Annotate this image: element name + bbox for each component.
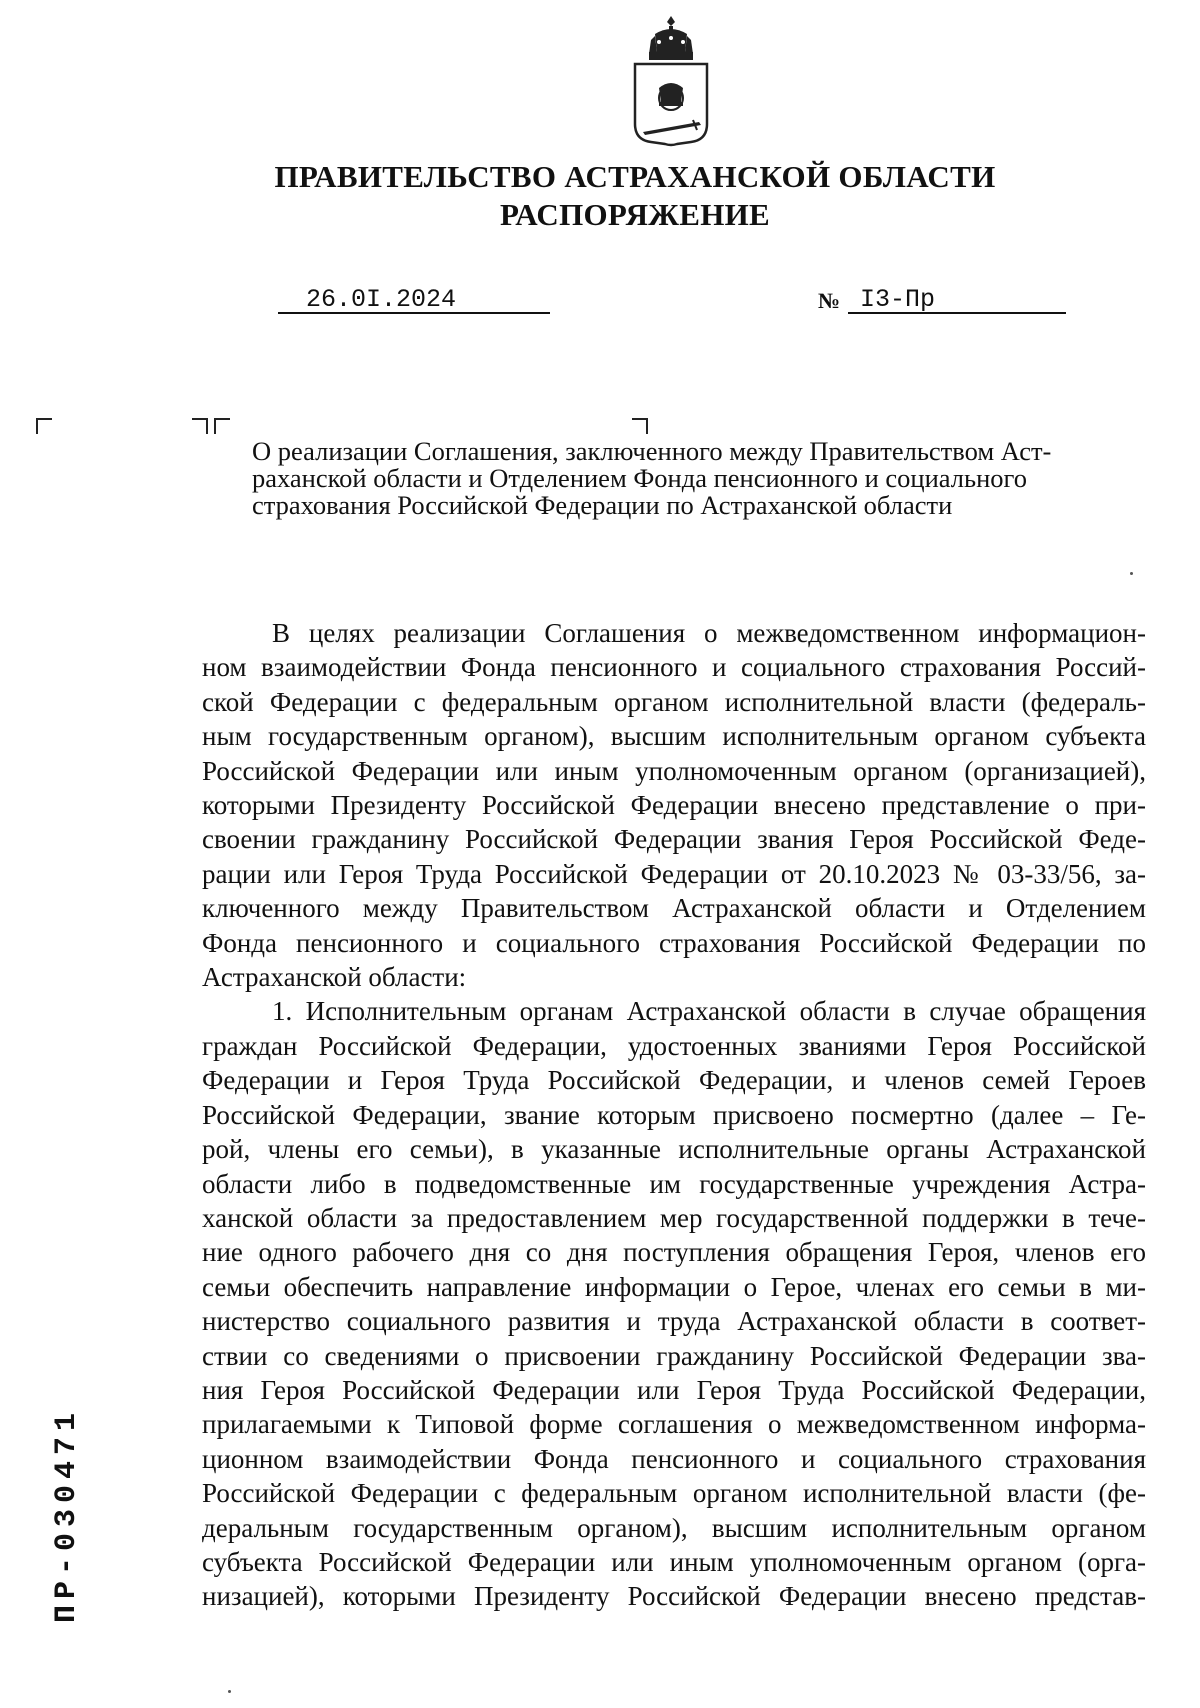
scan-speck [228,1690,231,1693]
subject-line: раханской области и Отделением Фонда пенсионного и социального [252,463,1027,493]
body-line: деральным государственным органом), высшим исполнительным органом [202,1512,1146,1543]
body-line: семьи обеспечить направление информации о Герое, членах его семьи в ми- [202,1271,1146,1302]
body-line: своении гражданину Российской Федерации звания Героя Российской Феде- [202,824,1146,855]
body-line: ской Федерации с федеральным органом исполнительной власти (федераль- [202,686,1146,717]
body-line: рации или Героя Труда Российской Федерации от 20.10.2023 № 03-33/56, за- [202,858,1146,889]
body-line: Фонда пенсионного и социального страхования Российской Федерации по [202,927,1146,958]
document-subject [252,438,1142,519]
body-line: ние одного рабочего дня со дня поступления обращения Героя, членов его [202,1237,1146,1268]
body-line: ханской области за предоставлением мер государственной поддержки в тече- [202,1202,1146,1233]
body-line: прилагаемыми к Типовой форме соглашения о межведомственном информа- [202,1409,1146,1440]
body-line: Российской Федерации или иным уполномоченным органом (организацией), [202,755,1146,786]
body-line: 1. Исполнительным органам Астраханской области в случае обращения [272,996,1146,1027]
body-line: которыми Президенту Российской Федерации внесено представление о при- [202,790,1146,821]
subject-line: страхования Российской Федерации по Астраханской области [252,490,953,520]
document-body [202,616,1146,1614]
body-line: ключенного между Правительством Астраханской области и Отделением [202,893,1146,924]
body-line: ном взаимодействии Фонда пенсионного и социального страхования Россий- [202,652,1146,683]
subject-corner-mark [214,418,230,434]
subject-corner-mark [632,418,648,434]
body-line: Федерации и Героя Труда Российской Федерации, и членов семей Героев [202,1065,1146,1096]
coat-of-arms-emblem [625,12,717,154]
margin-corner-mark [36,418,52,434]
body-line: низацией), которыми Президенту Российской Федерации внесено представ- [202,1581,1146,1612]
document-type-title: РАСПОРЯЖЕНИЕ [499,197,771,232]
body-line: ния Героя Российской Федерации или Героя Труда Российской Федерации, [202,1374,1146,1405]
number-sign: № [818,288,841,313]
subject-line: О реализации Соглашения, заключенного между Правительством Аст- [252,436,1052,466]
body-line: субъекта Российской Федерации или иным уполномоченным органом (орга- [202,1546,1146,1577]
body-line: Российской Федерации с федеральным органом исполнительной власти (фе- [202,1478,1146,1509]
body-line: ствии со сведениями о присвоении гражданину Российской Федерации зва- [202,1340,1146,1371]
document-date: 26.0I.2024 [278,286,550,314]
body-line: ным государственным органом), высшим исполнительным органом субъекта [202,721,1146,752]
body-line: граждан Российской Федерации, удостоенных званиями Героя Российской [202,1030,1146,1061]
document-number: I3-Пр [848,286,1066,314]
organization-title: ПРАВИТЕЛЬСТВО АСТРАХАНСКОЙ ОБЛАСТИ [274,159,996,194]
body-line: области либо в подведомственные им государственные учреждения Астра- [202,1168,1146,1199]
serial-stamp [47,1380,87,1650]
scan-speck [1130,572,1133,575]
body-line: В целях реализации Соглашения о межведомственном информацион- [272,618,1146,648]
body-line: Астраханской области: [202,962,467,993]
margin-corner-mark [192,418,208,434]
serial-number: ПР-030471 [50,1406,84,1624]
body-line: нистерство социального развития и труда Астраханской области в соответ- [202,1306,1146,1337]
body-line: ционном взаимодействии Фонда пенсионного и социального страхования [202,1443,1146,1474]
body-line: Российской Федерации, звание которым присвоено посмертно (далее – Ге- [202,1099,1146,1130]
body-line: рой, члены его семьи), в указанные исполнительные органы Астраханской [202,1134,1146,1165]
